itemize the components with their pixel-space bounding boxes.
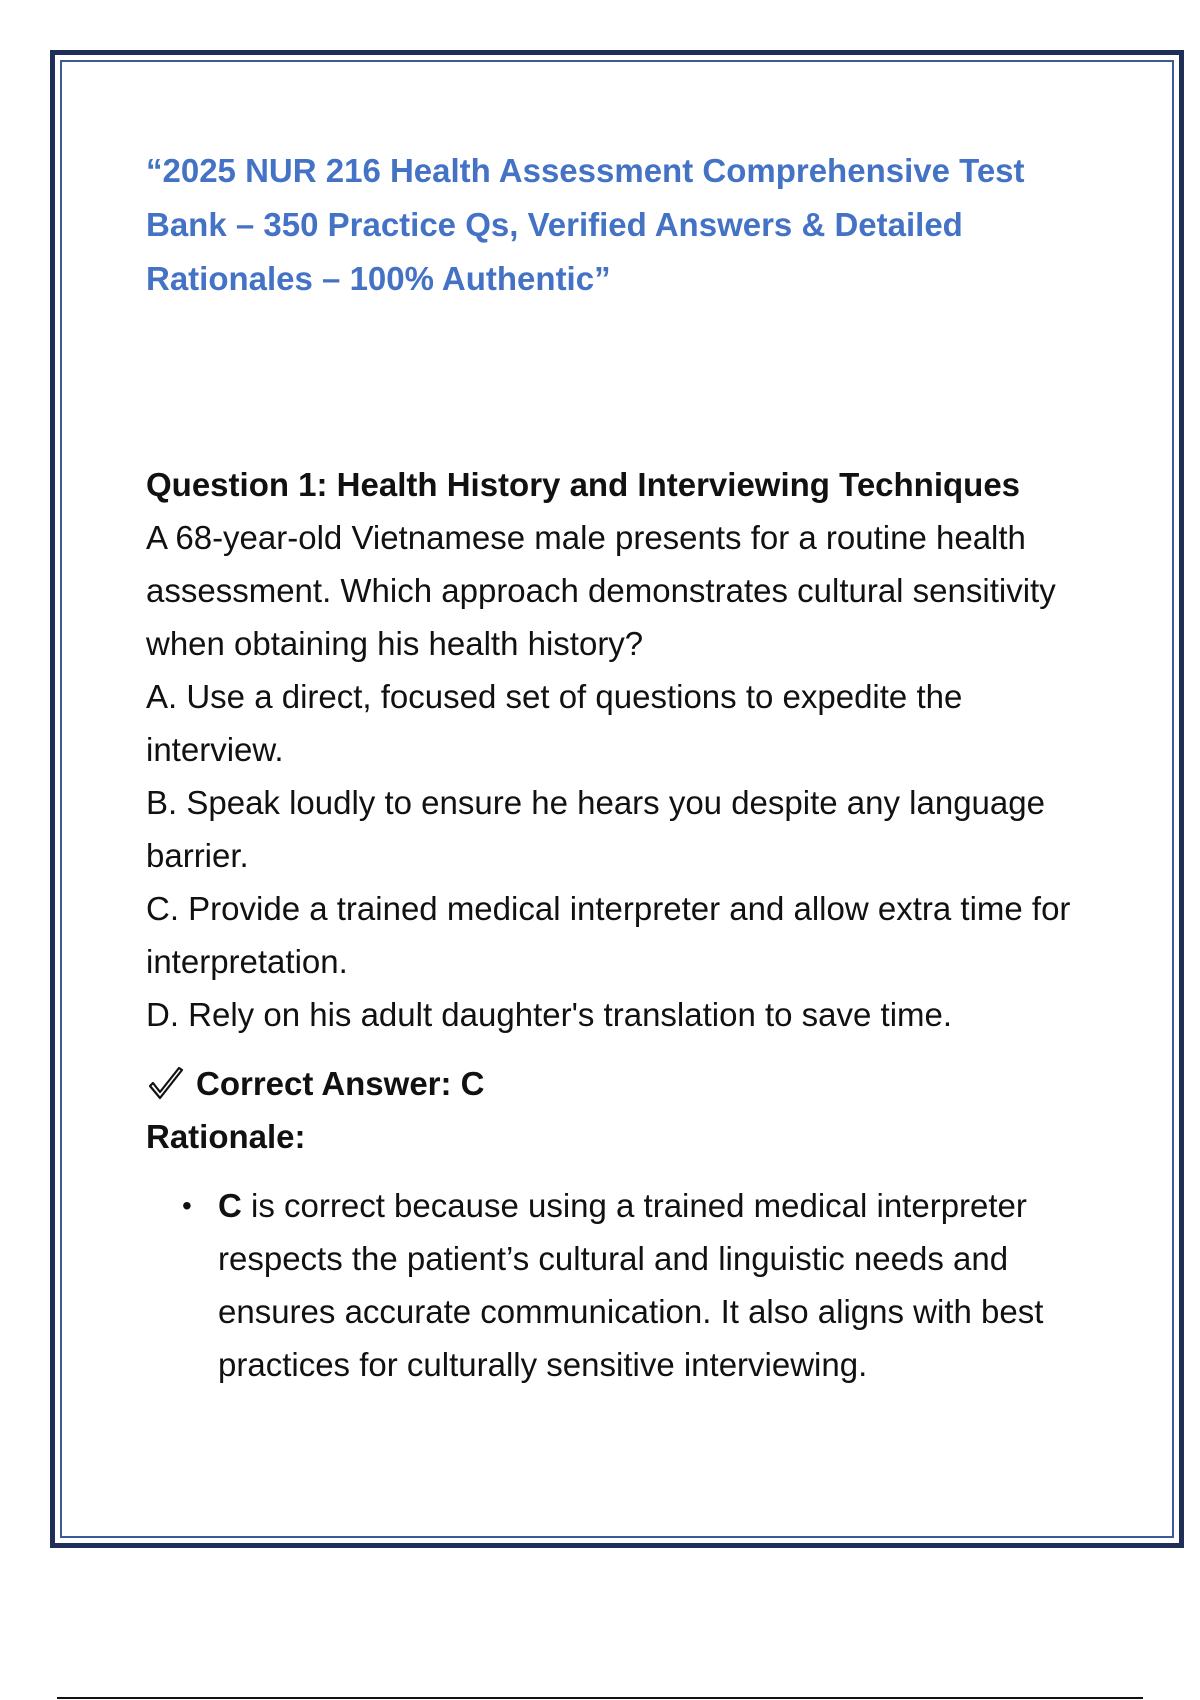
rationale-answer-letter: C [218, 1187, 242, 1224]
option-d: D. Rely on his adult daughter's translation to save time. [146, 996, 953, 1033]
question-block [146, 458, 1106, 1391]
rationale-text: is correct because using a trained medical interpreter respects the patient’s cultural and linguistic needs and ensures accurate communication. It also aligns with best practices for culturally sensitive interviewing. [218, 1187, 1044, 1383]
footer-rule [57, 1697, 1143, 1699]
question-heading: Question 1: Health History and Interviewing Techniques [146, 466, 1021, 503]
rationale-label: Rationale: [146, 1118, 306, 1155]
rationale-item [182, 1179, 1078, 1391]
option-c: C. Provide a trained medical interpreter and allow extra time for interpretation. [146, 890, 1071, 980]
question-stem: A 68-year-old Vietnamese male presents for a routine health assessment. Which approach demonstrates cultural sensitivity when obtaining his health history? [146, 519, 1056, 662]
correct-answer-label: Correct Answer: C [196, 1065, 485, 1102]
rationale-list [146, 1179, 1106, 1391]
bullet-icon: • [182, 1190, 192, 1221]
check-icon [146, 1064, 186, 1104]
correct-answer [146, 1057, 1106, 1110]
option-a: A. Use a direct, focused set of questions to expedite the interview. [146, 678, 963, 768]
option-b: B. Speak loudly to ensure he hears you despite any language barrier. [146, 784, 1045, 874]
document-title: “2025 NUR 216 Health Assessment Comprehensive Test Bank – 350 Practice Qs, Verified Answers & Detailed Rationales – 100% Authentic” [146, 152, 1025, 297]
